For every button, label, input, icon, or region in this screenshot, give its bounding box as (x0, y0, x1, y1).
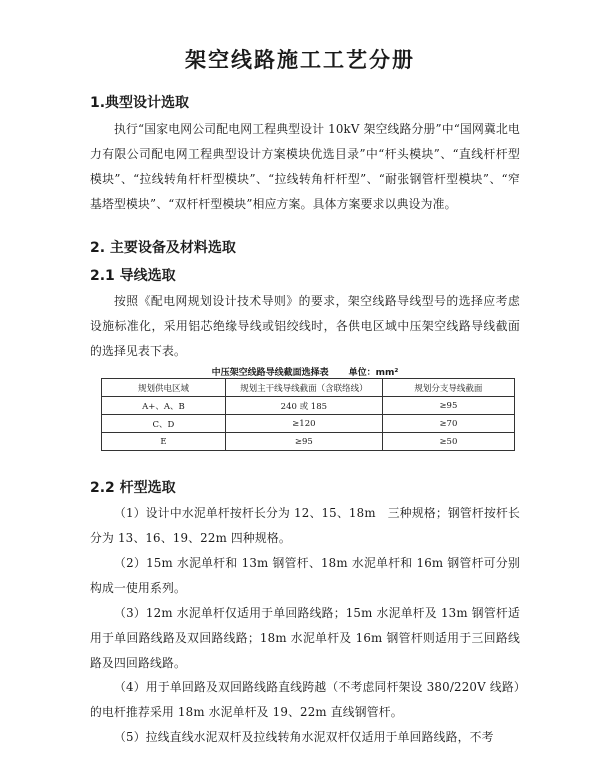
table-cell: ≥95 (225, 433, 382, 451)
table-cell: A+、A、B (102, 397, 226, 415)
table-caption (90, 365, 520, 378)
table-cell: ≥120 (225, 415, 382, 433)
pole-paragraph-5: （5）拉线直线水泥双杆及拉线转角水泥双杆仅适用于单回路线路，不考 (114, 730, 494, 744)
pole-paragraph-4: （4）用于单回路及双回路线路直线跨越（不考虑同杆架设 380/220V 线路）的电杆推荐采用 18m 水泥单杆及 19、22m 直线钢管杆。 (90, 680, 520, 719)
table-header-cell: 规划主干线导线截面（含联络线） (225, 379, 382, 397)
table-header-cell: 规划分支导线截面 (382, 379, 514, 397)
table-row (102, 397, 515, 415)
page-title: 架空线路施工工艺分册 (185, 48, 415, 72)
table-header-cell: 规划供电区域 (102, 379, 226, 397)
pole-paragraph-2: （2）15m 水泥单杆和 13m 钢管杆、18m 水泥单杆和 16m 钢管杆可分别构成一使用系列。 (90, 556, 520, 595)
table-cell: 240 或 185 (225, 397, 382, 415)
pole-paragraph-1: （1）设计中水泥单杆按杆长分为 12、15、18m 三种规格；钢管杆按杆长分为 13、16、19、22m 四种规格。 (90, 506, 520, 545)
pole-paragraph-3: （3）12m 水泥单杆仅适用于单回路线路；15m 水泥单杆及 13m 钢管杆适用于单回路线路及双回路线路；18m 水泥单杆及 16m 钢管杆则适用于三回路线路及四回路线路。 (90, 606, 520, 670)
table-caption-unit: 单位：mm² (348, 368, 399, 378)
table-header-row (102, 379, 515, 397)
conductor-section-table (101, 378, 515, 451)
table-caption-title: 中压架空线路导线截面选择表 (211, 368, 329, 378)
section-2-2-heading: 2.2 杆型选取 (90, 480, 176, 496)
table-row (102, 415, 515, 433)
section-2-1-paragraph: 按照《配电网规划设计技术导则》的要求，架空线路导线型号的选择应考虑设施标准化，采用铝芯绝缘导线或铝绞线时，各供电区域中压架空线路导线截面的选择见表下表。 (90, 294, 520, 358)
section-1-paragraph: 执行“国家电网公司配电网工程典型设计 10kV 架空线路分册”中“国网冀北电力有限公司配电网工程典型设计方案模块优选目录”中“杆头模块”、“直线杆杆型模块”、“拉线转角杆杆型模块”、“拉线转角杆杆型”、“耐张钢管杆型模块”、“窄基塔型模块”、“双杆杆型模块”相应方案。具体方案要求以典设为准。 (90, 122, 520, 211)
section-1-heading: 1.典型设计选取 (90, 95, 190, 111)
table-row (102, 433, 515, 451)
table-cell: E (102, 433, 226, 451)
section-2-heading: 2. 主要设备及材料选取 (90, 240, 236, 256)
table-cell: ≥70 (382, 415, 514, 433)
table-cell: ≥50 (382, 433, 514, 451)
section-2-1-heading: 2.1 导线选取 (90, 268, 176, 284)
table-cell: ≥95 (382, 397, 514, 415)
table-cell: C、D (102, 415, 226, 433)
